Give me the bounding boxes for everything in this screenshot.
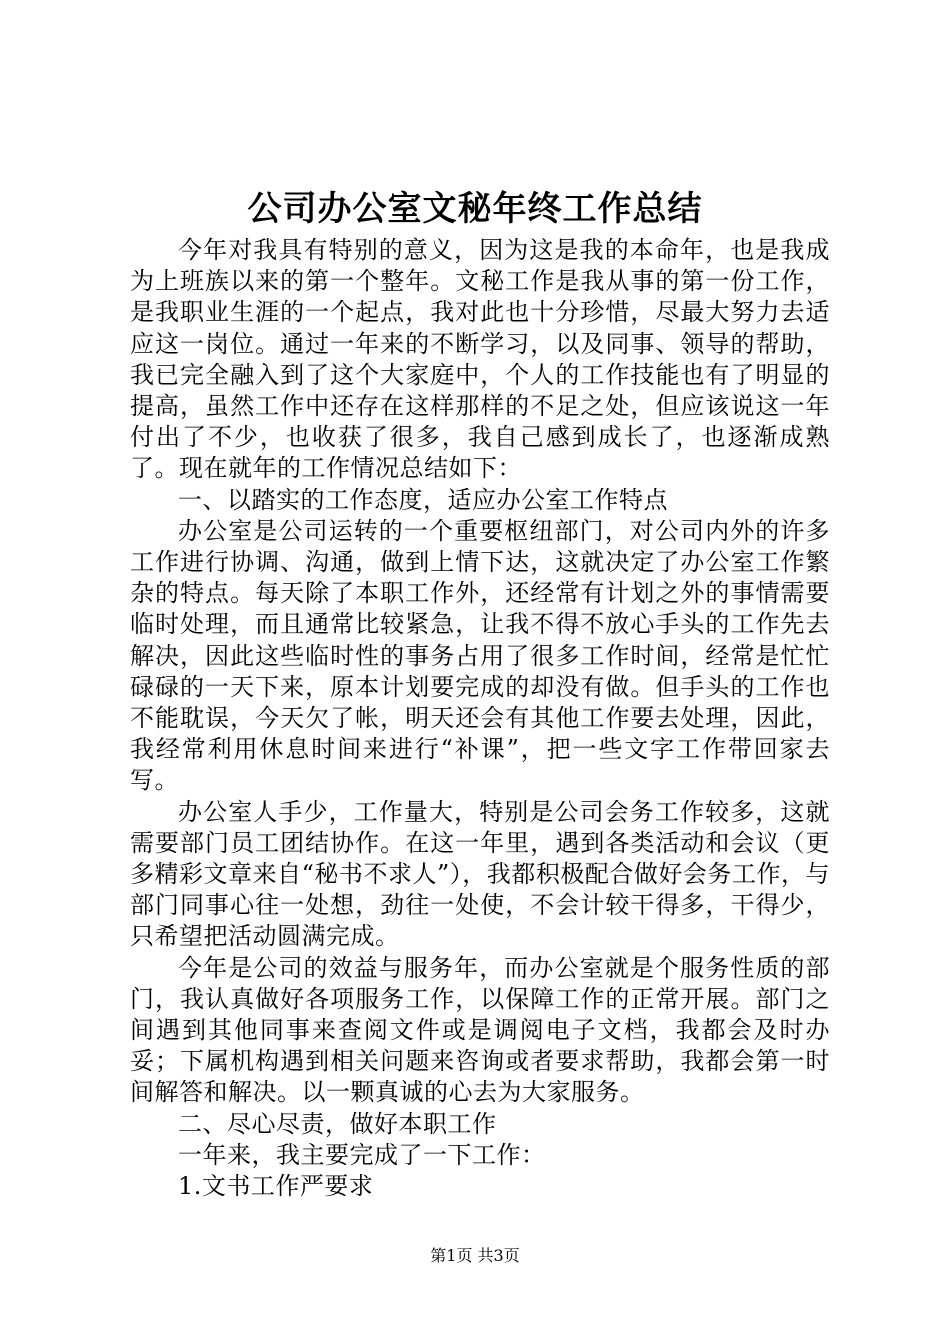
- document-title: 公司办公室文秘年终工作总结: [247, 189, 703, 229]
- paragraph-intro: 今年对我具有特别的意义，因为这是我的本命年，也是我成为上班族以来的第一个整年。文秘工作是我从事的第一份工作，是我职业生涯的一个起点，我对此也十分珍惜，尽最大努力去适应这一岗位。通过一年来的不断学习，以及同事、领导的帮助，我已完全融入到了这个大家庭中，个人的工作技能也有了明显的提高，虽然工作中还存在这样那样的不足之处，但应该说这一年付出了不少，也收获了很多，我自己感到成长了，也逐渐成熟了。现在就年的工作情况总结如下：: [130, 236, 830, 483]
- paragraph-work-list-intro: 一年来，我主要完成了一下工作：: [178, 1140, 546, 1169]
- paragraph-service: 今年是公司的效益与服务年，而办公室就是个服务性质的部门，我认真做好各项服务工作，以保障工作的正常开展。部门之间遇到其他同事来查阅文件或是调阅电子文档，我都会及时办妥；下属机构遇到相关问题来咨询或者要求帮助，我都会第一时间解答和解决。以一颗真诚的心去为大家服务。: [130, 953, 830, 1107]
- section-heading-2: 二、尽心尽责，做好本职工作: [178, 1109, 497, 1138]
- section-heading-1: 一、以踏实的工作态度，适应办公室工作特点: [178, 485, 668, 514]
- paragraph-office-hub: 办公室是公司运转的一个重要枢纽部门，对公司内外的许多工作进行协调、沟通，做到上情下达，这就决定了办公室工作繁杂的特点。每天除了本职工作外，还经常有计划之外的事情需要临时处理，而且通常比较紧急，让我不得不放心手头的工作先去解决，因此这些临时性的事务占用了很多工作时间，经常是忙忙碌碌的一天下来，原本计划要完成的却没有做。但手头的工作也不能耽误，今天欠了帐，明天还会有其他工作要去处理，因此，我经常利用休息时间来进行“补课”，把一些文字工作带回家去写。: [130, 516, 830, 795]
- list-item-1: 1.文书工作严要求: [178, 1172, 374, 1201]
- paragraph-teamwork: 办公室人手少，工作量大，特别是公司会务工作较多，这就需要部门员工团结协作。在这一年里，遇到各类活动和会议（更多精彩文章来自“秘书不求人”），我都积极配合做好会务工作，与部门同事心往一处想，劲往一处使，不会计较干得多，干得少，只希望把活动圆满完成。: [130, 797, 830, 951]
- document-body: [130, 235, 830, 1202]
- page-footer: 第1页 共3页: [430, 1246, 520, 1265]
